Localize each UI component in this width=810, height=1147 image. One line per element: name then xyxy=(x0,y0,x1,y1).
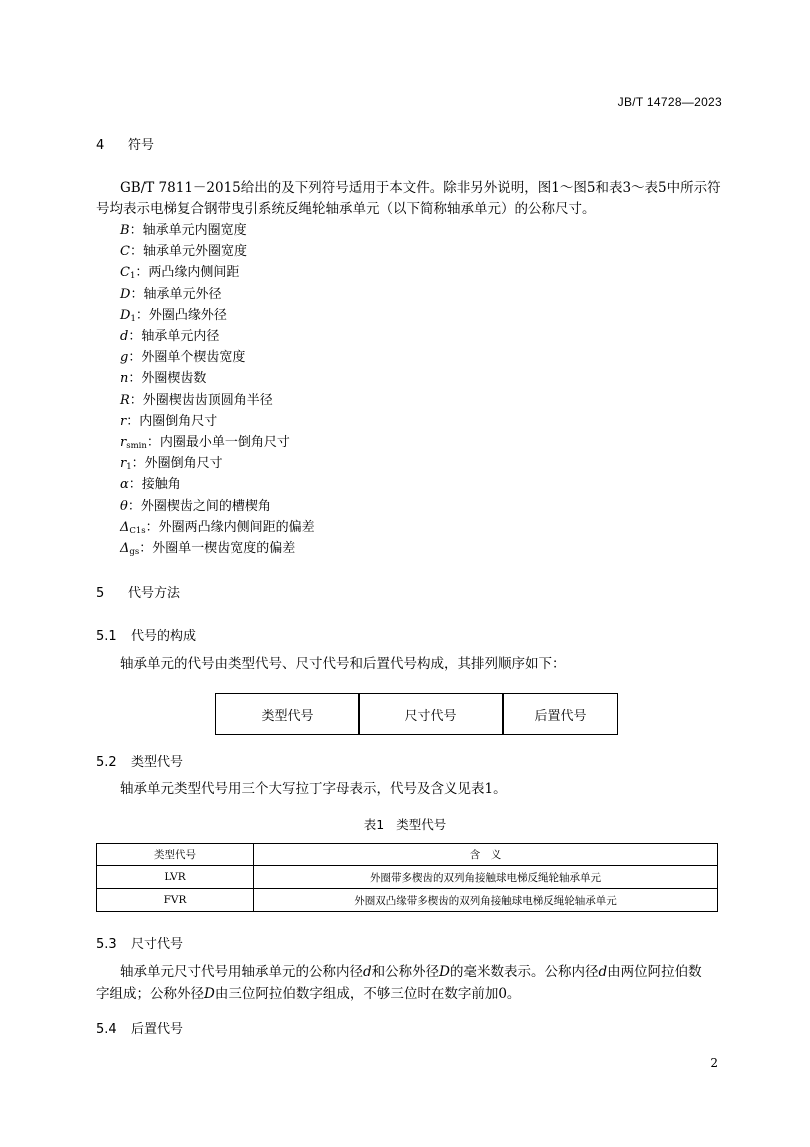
symbol-item xyxy=(120,367,206,386)
type-code-box: 类型代号 xyxy=(215,693,360,735)
symbol-subscript: C1s xyxy=(129,525,146,536)
symbol-item xyxy=(120,325,219,344)
text-run: 和公称外径 xyxy=(371,964,440,980)
text-run: 的毫米数表示。公称内径 xyxy=(449,964,599,980)
symbol-description: ：两凸缘内侧间距 xyxy=(135,265,240,281)
symbol-letter: r xyxy=(120,435,127,450)
symbol-description: ：外圈凸缘外径 xyxy=(135,307,227,323)
symbol-item xyxy=(120,346,245,365)
section-title: 类型代号 xyxy=(131,755,184,770)
table-cell: 外圈双凸缘带多楔齿的双列角接触球电梯反绳轮轴承单元 xyxy=(254,889,718,912)
symbol-description: ：外圈单一楔齿宽度的偏差 xyxy=(139,541,296,556)
table-caption xyxy=(0,815,810,833)
table-row xyxy=(97,889,718,912)
table-row xyxy=(97,866,718,889)
text-run: 字组成；公称外径 xyxy=(96,986,204,1002)
symbol-letter: r xyxy=(120,413,127,429)
symbol-item xyxy=(120,304,227,324)
symbol-letter: g xyxy=(120,350,129,366)
section-title: 后置代号 xyxy=(131,1022,184,1037)
symbol-description: ：内圈最小单一倒角尺寸 xyxy=(146,435,290,450)
symbol-subscript: 1 xyxy=(129,271,136,282)
symbol-item xyxy=(120,452,223,472)
symbol-d: d xyxy=(598,964,608,980)
composition-text: 轴承单元的代号由类型代号、尺寸代号和后置代号构成，其排列顺序如下： xyxy=(120,656,566,672)
text-run: 由三位阿拉伯数字组成，不够三位时在数字前加0。 xyxy=(214,986,521,1002)
symbol-letter: α xyxy=(120,477,129,493)
intro-line-1: GB/T 7811－2015给出的及下列符号适用于本文件。除非另外说明，图1～图5和表3～表5中所示符 xyxy=(120,180,721,196)
section-number: 4 xyxy=(96,138,105,153)
document-code: JB/T 14728—2023 xyxy=(617,95,722,109)
symbol-D: D xyxy=(439,964,450,980)
text-run: 轴承单元尺寸代号用轴承单元的公称内径 xyxy=(120,964,363,980)
intro-line-2: 号均表示电梯复合钢带曳引系统反绳轮轴承单元（以下简称轴承单元）的公称尺寸。 xyxy=(96,201,596,217)
symbol-item xyxy=(120,261,239,281)
table-cell: 外圈带多楔齿的双列角接触球电梯反绳轮轴承单元 xyxy=(254,866,718,889)
section-number: 5.1 xyxy=(96,629,117,644)
section-5-4-heading xyxy=(96,1018,183,1037)
table-title: 类型代号 xyxy=(396,817,447,832)
page-number: 2 xyxy=(710,1056,718,1070)
symbol-description: ：轴承单元内径 xyxy=(128,329,220,344)
symbol-letter: d xyxy=(120,329,129,344)
symbol-letter: Δ xyxy=(120,519,130,535)
symbol-item xyxy=(120,283,221,302)
section-number: 5.4 xyxy=(96,1022,117,1037)
symbol-description: ：外圈两凸缘内侧间距的偏差 xyxy=(145,519,315,535)
symbol-item xyxy=(120,240,247,259)
text-run: 由两位阿拉伯数 xyxy=(607,964,702,980)
symbol-letter: D xyxy=(120,307,131,323)
section-5-heading xyxy=(96,582,180,601)
symbol-description: ：轴承单元外圈宽度 xyxy=(129,244,247,260)
symbol-letter: Δ xyxy=(120,541,130,556)
symbol-item xyxy=(120,516,315,536)
symbol-item xyxy=(120,537,295,557)
symbol-letter: C xyxy=(120,265,130,281)
symbol-letter: C xyxy=(120,244,130,260)
section-4-heading xyxy=(96,134,154,153)
section-5-3-heading xyxy=(96,933,183,952)
section-number: 5.3 xyxy=(96,937,117,952)
size-code-line-2 xyxy=(96,984,520,1005)
section-title: 代号方法 xyxy=(128,586,181,601)
symbol-description: ：内圈倒角尺寸 xyxy=(126,413,218,429)
symbol-D: D xyxy=(204,986,215,1002)
symbol-letter: n xyxy=(120,371,129,387)
symbol-subscript: gs xyxy=(129,547,140,557)
section-number: 5 xyxy=(96,586,105,601)
table-header-cell: 含 义 xyxy=(254,844,718,866)
symbol-description: ：外圈单个楔齿宽度 xyxy=(128,350,246,366)
size-code-line-1 xyxy=(120,962,702,983)
table-header-row xyxy=(97,844,718,866)
type-code-text: 轴承单元类型代号用三个大写拉丁字母表示，代号及含义见表1。 xyxy=(120,781,507,797)
section-number: 5.2 xyxy=(96,755,117,770)
table-cell: LVR xyxy=(97,866,254,889)
symbol-subscript: 1 xyxy=(126,462,132,473)
symbol-description: ：轴承单元内圈宽度 xyxy=(129,223,247,238)
table-cell: FVR xyxy=(97,889,254,912)
section-5-2-heading xyxy=(96,751,183,770)
symbol-description: ：接触角 xyxy=(128,477,181,493)
symbol-description: ：外圈楔齿之间的槽楔角 xyxy=(127,498,271,514)
suffix-code-box: 后置代号 xyxy=(503,693,618,735)
symbol-item xyxy=(120,410,217,429)
symbol-item xyxy=(120,389,273,408)
symbol-letter: D xyxy=(120,286,131,302)
symbol-letter: B xyxy=(120,223,130,238)
section-title: 代号的构成 xyxy=(131,629,197,644)
section-5-1-heading xyxy=(96,625,196,644)
symbol-item xyxy=(120,473,181,492)
symbol-letter: r xyxy=(120,456,127,472)
symbol-item xyxy=(120,431,290,451)
symbol-item xyxy=(120,219,247,238)
symbol-description: ：轴承单元外径 xyxy=(130,286,222,302)
symbol-item xyxy=(120,495,271,514)
symbol-d: d xyxy=(363,964,372,980)
symbol-subscript: 1 xyxy=(130,313,136,324)
size-code-box: 尺寸代号 xyxy=(358,693,503,735)
symbol-description: ：外圈楔齿数 xyxy=(128,371,207,387)
table-label: 表1 xyxy=(363,817,385,832)
symbol-description: ：外圈倒角尺寸 xyxy=(131,456,223,472)
table-header-cell: 类型代号 xyxy=(97,844,254,866)
symbol-letter: R xyxy=(120,392,130,408)
symbol-description: ：外圈楔齿齿顶圆角半径 xyxy=(129,392,273,408)
symbol-subscript: smin xyxy=(126,441,147,451)
section-title: 符号 xyxy=(128,138,155,153)
section-title: 尺寸代号 xyxy=(131,937,184,952)
type-code-table xyxy=(96,843,718,912)
symbol-letter: θ xyxy=(120,498,128,514)
